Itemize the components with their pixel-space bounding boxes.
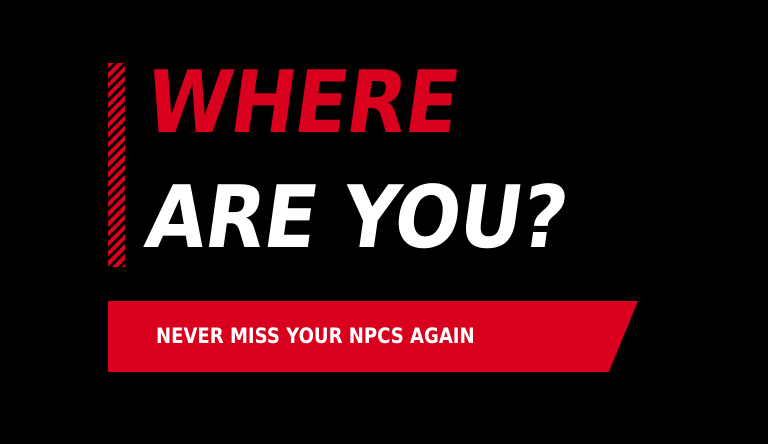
headline-where: WHERE <box>139 53 465 153</box>
tagline-text: NEVER MISS YOUR NPCS AGAIN <box>156 324 475 348</box>
headline-are-you: ARE YOU? <box>139 168 573 268</box>
striped-accent-bar <box>108 63 125 267</box>
